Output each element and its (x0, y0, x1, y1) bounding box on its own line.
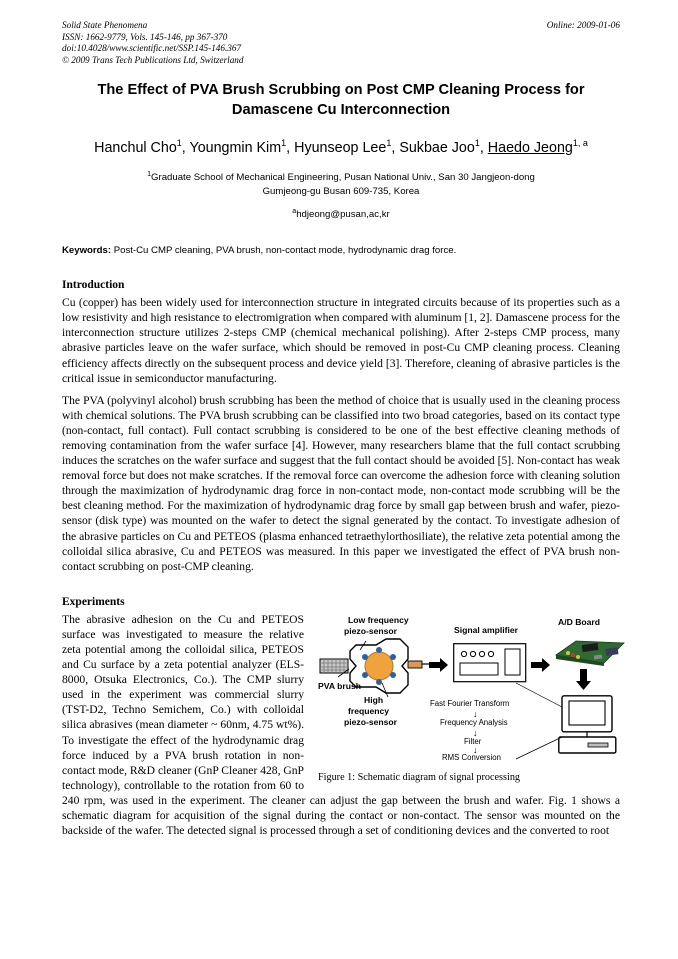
keywords-line (62, 244, 620, 257)
right-arrow-icon-1 (429, 657, 449, 673)
author-1 (94, 140, 182, 156)
right-arrow-icon-2 (531, 657, 551, 673)
affiliation-line-2: Gumjeong-gu Busan 609-735, Korea (262, 185, 420, 197)
chain-down-arrow-1: ↓ (473, 708, 478, 719)
chain-down-arrow-3: ↓ (473, 744, 478, 755)
affiliation-line-1 (62, 168, 620, 185)
experiments-wrap-region (62, 612, 620, 838)
author-1-affil-marker: 1 (176, 138, 182, 148)
keywords-label: Keywords: (62, 245, 112, 257)
figure-chain-step-3: Filter (464, 736, 482, 746)
author-2 (189, 140, 286, 156)
keywords-text: Post-Cu CMP cleaning, PVA brush, non-contact mode, hydrodynamic drag force. (111, 245, 457, 257)
author-1-name: Hanchul Cho (94, 139, 177, 156)
figure-1-image (318, 615, 620, 763)
figure-label-signal-amplifier: Signal amplifier (454, 624, 518, 635)
paper-title-line-1: The Effect of PVA Brush Scrubbing on Post CMP Cleaning Process for (97, 82, 585, 98)
intro-paragraph-1: Cu (copper) has been widely used for interconnection structure in integrated circuits because of its properties such as a low resistivity and high resistance to electromigration when compared with aluminum [1, 2]. Damascene process for the interconnection structure utilizes 2-steps CMP (chemical mechanical polishing). After 2-steps CMP process, many abrasive particles leave on the wafer surface, which should be removed in post-Cu CMP cleaning process. Cleaning efficiency affects directly on the subsequent process and device yield [3]. Therefore, cleaning of abrasive particles is the critical issue in semiconductor manufacturing. (62, 296, 620, 385)
signal-amplifier-icon (453, 643, 527, 683)
affiliation-text-1: Graduate School of Mechanical Engineering, Pusan National Univ., San 30 Jangjeon-dong (151, 171, 535, 183)
figure-label-ad-board: A/D Board (558, 616, 601, 627)
figure-chain-step-1: Fast Fourier Transform (430, 698, 510, 708)
journal-name: Solid State Phenomena (62, 20, 148, 30)
corresponding-email (62, 208, 620, 220)
figure-label-high-frequency-1: High (364, 694, 384, 705)
author-3 (294, 140, 391, 156)
author-2-name: Youngmin Kim (189, 139, 282, 156)
masthead-left-block (62, 20, 492, 66)
figure-chain-step-2: Frequency Analysis (440, 717, 508, 727)
figure-connector-lines (514, 681, 604, 771)
author-3-name: Hyunseop Lee (294, 139, 387, 156)
experiments-paragraph-1: The abrasive adhesion on the Cu and PETEOS surface was investigated to measure the relative zeta potential among the colloidal silica, PETEOS and Cu surface by a zeta potential analyzer (ELS-8000, Otsuka Electronics, Co.). The CMP slurry used in the experiment was commercial slurry (TST-D2, Techno Semichem, Co.) with colloidal silica abrasives (mean diameter ~ 60nm, 4.75 wt%). To investigate the effect of the hydrodynamic drag force induced by a PVA brush rotation in non-contact mode, R&D cleaner (GnP Cleaner 428, GnP technology), controllable to the rotation from 60 to 240 rpm, was used in the experiment. The cleaner can adjust the gap between the brush and wafer. Fig. 1 shows a schematic diagram for acquisition of the signal during the contact or non-contact. The sensor was mounted on the backside of the wafer. The detected signal is processed through a set of conditioning devices and the converted to root (62, 612, 620, 838)
journal-masthead (62, 20, 620, 70)
figure-label-pva-brush: PVA brush (318, 680, 361, 691)
author-5-affil-marker: 1, a (572, 138, 588, 148)
paper-title-line-2: Damascene Cu Interconnection (231, 102, 451, 118)
copyright-line: © 2009 Trans Tech Publications Ltd, Switzerland (62, 54, 244, 65)
paper-title (70, 80, 612, 120)
email-text: hdjeong@pusan,ac,kr (296, 209, 390, 221)
figure-1-caption: Figure 1: Schematic diagram of signal processing (318, 771, 521, 783)
intro-paragraph-2: The PVA (polyvinyl alcohol) brush scrubbing has been the method of choice that is usually used in the cleaning process with chemical solutions. The PVA brush scrubbing can be classified into two broad categories, based on its contact type (non-contact, full contact). Full contact scrubbing is considered to be one of the best effective cleaning methods of removing contamination from the wafer surface [4]. However, many researchers blame that the full contact scrubbing induces the scratches on the wafer surface and suggest that the full contact should be avoided [5]. Non-contact has weak removal force but does not make scratches. If the removal force can overcome the adhesion force with cleaning solution through the maximization of hydrodynamic drag force in non-contact mode, non-contact mode scrubbing will be the best cleaning method. For the maximization of hydrodynamic drag force by small gap between brush and wafer, piezo-sensor (disk type) was mounted on the wafer to detect the signal generated by the contact. To investigate adhesion of the abrasive particles on Cu and PETEOS (plasma enhanced tetraethylorthosiliate), the relative zeta potential among the colloidal silica abrasive, Cu and PETEOS was measured. In this paper we investigated the effect of PVA brush non-contact scrubbing on post-CMP cleaning. (62, 393, 620, 573)
section-heading-introduction: Introduction (62, 279, 125, 292)
figure-chain-step-4: RMS Conversion (442, 752, 501, 762)
figure-label-high-frequency-2: frequency (348, 705, 390, 716)
author-3-affil-marker: 1 (386, 138, 392, 148)
figure-label-low-frequency-sensor: piezo-sensor (344, 625, 398, 636)
author-4 (399, 140, 480, 156)
ad-board-icon (554, 633, 626, 667)
doi-line: doi:10.4028/www.scientific.net/SSP.145-146.367 (62, 43, 242, 54)
figure-label-low-frequency: Low frequency (348, 614, 409, 625)
chain-down-arrow-2: ↓ (473, 727, 478, 738)
figure-label-high-frequency-3: piezo-sensor (344, 716, 398, 727)
author-list: Hanchul Cho$^1$, Youngmin Kim$^1$, Hyunseop Lee$^1$, Sukbae Joo$^1$, Haedo Jeong$^{1, a}$ (94, 138, 588, 156)
figure-1-float (318, 615, 620, 784)
author-4-name: Sukbae Joo (399, 139, 475, 156)
author-5 (488, 140, 588, 156)
email-marker: a (292, 207, 297, 215)
author-4-affil-marker: 1 (474, 138, 480, 148)
affiliation-block (62, 168, 620, 199)
author-2-affil-marker: 1 (281, 138, 287, 148)
affiliation-marker: 1 (147, 170, 152, 178)
issn-line: ISSN: 1662-9779, Vols. 145-146, pp 367-370 (62, 31, 228, 42)
author-5-name: Haedo Jeong (487, 139, 573, 156)
online-date: Online: 2009-01-06 (546, 20, 620, 30)
section-heading-experiments: Experiments (62, 595, 125, 608)
